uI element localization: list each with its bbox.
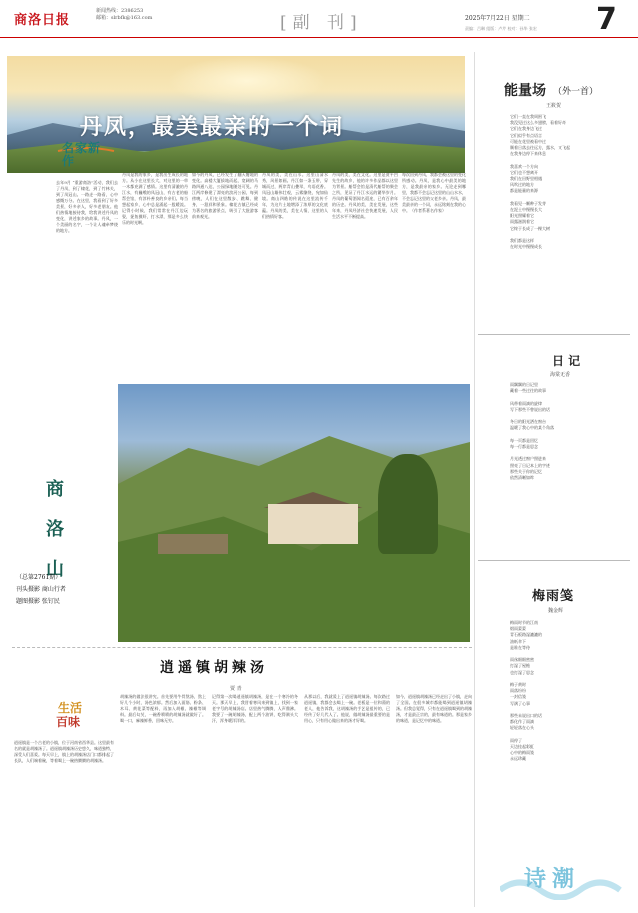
section-divider xyxy=(12,647,472,648)
sun-glow xyxy=(167,56,327,106)
article-column-2: 丹凤是我的家乡，是我出生成长的地方。从小在这里长大，对这里的一草一木都充满了感情。这里有清澈的丹江水，有巍峨的凤冠山，有古老的船帮会馆，有淳朴善良的乡亲们。每当想起家乡，心中总是涌起一股暖流。记得小时候，我们常常在丹江边玩耍，捉鱼摸虾，打水漂，那是多么快乐的时光啊。 xyxy=(122,172,188,225)
divider xyxy=(478,334,630,335)
page-number: 7 xyxy=(596,2,617,37)
editor-credits: 责编：吕琳 组版：卢芹 校对：孙华 张宏 xyxy=(465,26,537,31)
poem-author-plum: 魏金辉 xyxy=(548,608,564,614)
article-author-hulatang: 贾 青 xyxy=(230,686,242,692)
poem-body-diary: 雨飘飘的日记里 藏着一些过往的故事 风带着雨滴的旋律 写下那些不曾说出的话 冬日的阳光洒在窗台 温暖了我心中的某个角落 每一页都是回忆 每一行都是思念 月光透过窗户照进来 照亮了日记本上的字迹 那些关于你的记忆 依然清晰如昨 xyxy=(510,382,554,481)
column-label-life: 生活 xyxy=(58,701,83,715)
contact-info xyxy=(96,8,152,22)
article-column: 如今，逍遥镇胡辣汤已经走出了小镇，走向了全国。在很多城市都能喝到逍遥镇胡辣汤。但我总觉得，只有在逍遥镇喝到的胡辣汤，才是最正宗的，最有味道的。那是家乡的味道，是记忆中的味道。 xyxy=(396,694,472,723)
column-label-baiwei: 百味 xyxy=(56,715,81,729)
mingjia-label: 名家新作 xyxy=(62,141,102,168)
photo-caption xyxy=(16,572,116,608)
article-column: 逍遥镇是一个古老的小镇，位于河南省西华县。这里最有名的就是胡辣汤了。逍遥镇胡辣汤历史悠久，味道独特，深受人们喜爱。每天早上，镇上的胡辣汤店门口都排起了长队，人们端着碗，等着喝上一碗热腾腾的胡辣汤。 xyxy=(14,740,114,763)
newspaper-logo: 商洛日报 xyxy=(14,13,71,28)
poem-body-energy: 它们一直在我周围飞 我没见过这么多翅膀，看着好奇 它们在我身边飞过 它们似乎有点语言 可能在花里被看中过 顺着日落去往远方，露水，又飞起 在我身边停下来休息 我喜欢一个方向 它们也不想离开 我们在田野里相遇 风吹过的地方 都是能量的来源 我看见一颗种子发芽 在泥土中慢慢长大 阳光照耀着它 雨露滋润着它 它终于长成了一棵大树 我们都是这样 在时光中慢慢成长 xyxy=(510,114,570,250)
article-column: 胡辣汤的做法很讲究。首先要用牛骨熬汤，熬上好几个小时，汤色浓郁。然后加入面筋、粉条、木耳、黄花菜等配料，再加入胡椒、辣椒等调料。最后勾芡，一碗香喷喷的胡辣汤就做好了。喝一口，麻辣鲜香，回味无穷。 xyxy=(120,694,206,723)
poem-body-plum: 梅雨时节的江南 烟雨蒙蒙 青石板路湿漉漉的 油纸伞下 是谁在等待 雨丝细细密密 打湿了屋檐 也打湿了思念 梅子黄时 雨落纷纷 一封信笺 写满了心事 那些未说出口的话 都化作了雨滴 轻轻落在心头 雨停了 天边挂起彩虹 心中的梅雨笺 永远珍藏 xyxy=(510,620,542,762)
wall xyxy=(158,534,228,554)
section-title: [副 刊] xyxy=(280,13,363,33)
article-column: 从那以后，我就爱上了逍遥镇胡辣汤。每次路过逍遥镇，我都会去喝上一碗。老板是一位和蔼的老人，他告诉我，这胡辣汤的手艺是祖传的，已经传了好几代人了。他说，做胡辣汤最重要的是用心，只有用心做出来的汤才好喝。 xyxy=(304,694,390,723)
article-column-6: 每次回到丹凤，我都会被这里的变化所感动。丹凤，是我心中最美的地方，是我最亲的家乡。无论走到哪里，我都不会忘记这里的山山水水，不会忘记这里的父老乡亲。丹凤，最美最亲的一个词，永远铭刻在我的心中。（作者系著名作家） xyxy=(402,172,466,213)
poem-subtitle-energy: （外一首） xyxy=(553,87,599,97)
poem-title-plum: 梅雨笺 xyxy=(532,589,575,604)
article-column: 记得第一次喝逍遥镇胡辣汤，是在一个寒冷的冬天。那天早上，我冒着寒风来到镇上，找到一家老字号的胡辣汤店。店里热气腾腾，人声鼎沸。我要了一碗胡辣汤，配上两个油饼，吃得满头大汗，浑身暖洋洋的。 xyxy=(212,694,298,723)
poem-title-diary: 日 记 xyxy=(552,354,581,368)
poem-author-diary: 海棠无香 xyxy=(550,372,571,378)
column-title-shangluo: 商洛山 xyxy=(46,479,64,580)
article-column-3: 如今的丹凤，已经发生了翻天覆地的变化。高楼大厦拔地而起，宽阔的马路四通八达，公园绿地随处可见。丹江两岸修建了漂亮的滨河公园，每到傍晚，人们在这里散步、跳舞、健身，一派祥和景象。棣花古镇已经成为著名的旅游景点，吸引了大批游客前来观光。 xyxy=(192,172,258,219)
issue-date: 2025年7月22日 星期二 xyxy=(465,15,530,22)
article-headline: 丹凤，最美最亲的一个词 xyxy=(80,114,345,140)
hotline: 新闻热线：2386253 xyxy=(96,8,144,14)
poem-title-energy: 能量场 xyxy=(504,83,546,99)
tree xyxy=(378,454,438,554)
shichao-label: 诗潮 xyxy=(524,866,581,892)
house xyxy=(268,504,358,544)
divider xyxy=(478,560,630,561)
email: 邮箱：slrbfk@163.com xyxy=(96,15,153,21)
article-column-4: 丹凤的美，美在山水。这里山清水秀，风景如画。丹江如一条玉带，穿城而过，两岸青山叠翠，鸟语花香。凤冠山雄伟壮观，云雾缭绕，宛如仙境。商山四皓的传说在这里流传千年，为这片土地增添了浓厚的文化底蕴。丹凤的美，美在人情，这里的人们热情好客。 xyxy=(262,172,328,219)
landscape-photo xyxy=(118,384,470,642)
issue-count: （总第2761期） xyxy=(16,574,62,581)
article-column-1: 去年9月 “重游商洛”活动，我们去了丹凤，到了棣花，到了竹林关，到了凤冠山。一路走一路看，心中感慨万分。在这里，我看到了好多美景，好多亲人，好多老朋友。他们热情地接待我，给我讲述丹凤的变化，讲述家乡的故事。丹凤，一个美丽的名字，一个让人魂牵梦绕的地方。 xyxy=(56,180,118,233)
article-column-5: 丹凤的美，美在文化。这里是贾平凹先生的故乡，他的许多作品都以这里为背景。船帮会馆是清代船帮的聚会之所，见证了丹江水运的繁华岁月。丹凤的葡萄酒闻名遐迩，已有百余年的历史。丹凤的美，美在发展，这些年来，丹凤经济社会快速发展，人民生活水平不断提高。 xyxy=(332,172,398,219)
article-title-hulatang: 逍遥镇胡辣汤 xyxy=(160,660,268,676)
poem-author-energy: 王筱贺 xyxy=(546,103,562,109)
title-photographer: 题图摄影 张钉民 xyxy=(16,598,60,605)
masthead-photographer: 刊头摄影 商山行者 xyxy=(16,586,66,593)
column-divider xyxy=(474,52,475,907)
